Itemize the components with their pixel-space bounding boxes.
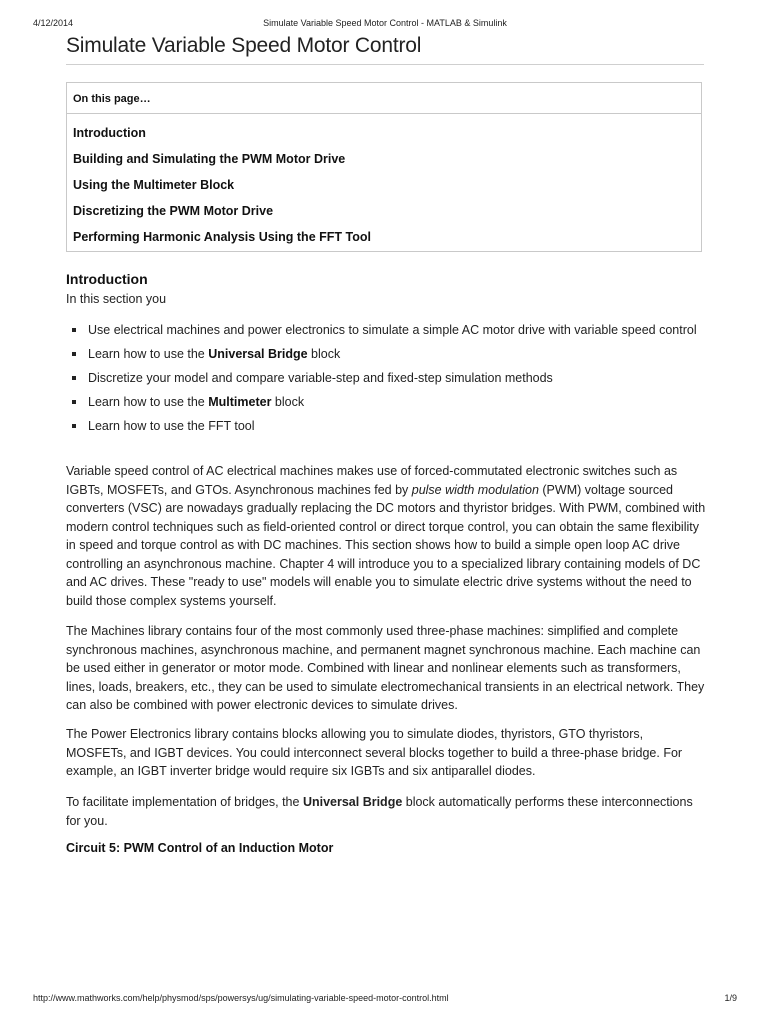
list-item: Learn how to use the FFT tool	[66, 417, 706, 435]
bullet-marker	[72, 376, 76, 380]
circuit-heading: Circuit 5: PWM Control of an Induction Motor	[66, 841, 334, 855]
bullet-marker	[72, 400, 76, 404]
paragraph-variable-speed: Variable speed control of AC electrical machines makes use of forced-commutated electronic switches such as IGBTs, MOSFETs, and GTOs. Asynchronous machines fed by pulse width modulation (PWM) voltage sourced converters (VSC) are nowadays gradually replacing the DC motors and thyristor bridges. With PWM, combined with modern control techniques such as field-oriented control or direct torque control, you can obtain the same flexibility in speed and torque control as with DC machines. This section shows how to build a simple open loop AC drive controlling an asynchronous machine. Chapter 4 will introduce you to a specialized library containing models of DC and AC drives. These "ready to use" models will enable you to simulate electric drive systems without the need to build those complex systems yourself.	[66, 464, 706, 608]
bullet-marker	[72, 424, 76, 428]
print-url: http://www.mathworks.com/help/physmod/sps/powersys/ug/simulating-variable-speed-motor-control.html	[33, 993, 449, 1003]
paragraph-universal-bridge: To facilitate implementation of bridges, the Universal Bridge block automatically performs these interconnections for you.	[66, 795, 693, 828]
page-number: 1/9	[724, 993, 737, 1003]
list-item: Learn how to use the Universal Bridge block	[66, 345, 706, 363]
bold-term: Multimeter	[208, 395, 272, 409]
page-title: Simulate Variable Speed Motor Control	[66, 34, 422, 57]
on-this-page-box	[66, 82, 702, 252]
intro-lead: In this section you	[66, 292, 167, 306]
toc-link-discretizing[interactable]: Discretizing the PWM Motor Drive	[73, 204, 274, 218]
toc-link-introduction[interactable]: Introduction	[73, 126, 146, 140]
section-heading-introduction: Introduction	[66, 271, 148, 287]
toc-link-building-simulating[interactable]: Building and Simulating the PWM Motor Drive	[73, 152, 346, 166]
print-date: 4/12/2014	[33, 18, 74, 28]
title-divider	[66, 64, 704, 65]
bold-term: Universal Bridge	[302, 795, 403, 809]
paragraph-power-electronics: The Power Electronics library contains blocks allowing you to simulate diodes, thyristors, GTO thyristors, MOSFETs, and IGBT devices. You could interconnect several blocks together to build a three-phase bridge. For example, an IGBT inverter bridge would require six IGBTs and six antiparallel diodes.	[66, 727, 683, 778]
bold-term: Universal Bridge	[208, 347, 308, 361]
toc-link-harmonic-analysis[interactable]: Performing Harmonic Analysis Using the FFT Tool	[73, 230, 371, 244]
intro-bullet-list	[66, 321, 706, 441]
toc-heading: On this page…	[67, 83, 701, 114]
list-item: Learn how to use the Multimeter block	[66, 393, 706, 411]
list-item: Use electrical machines and power electronics to simulate a simple AC motor drive with variable speed control	[66, 321, 706, 339]
paragraph-machines-library: The Machines library contains four of the most commonly used three-phase machines: simplified and complete synchronous machines, asynchronous machine, and permanent magnet synchronous machine. Each machine can be used either in generator or motor mode. Combined with linear and nonlinear elements such as transformers, lines, loads, breakers, etc., they can be used to simulate electromechanical transients in an electrical network. They can also be combined with power electronic devices to simulate drives.	[66, 624, 705, 712]
print-page-title: Simulate Variable Speed Motor Control - MATLAB & Simulink	[263, 18, 507, 28]
emphasis-term: pulse width modulation	[411, 482, 539, 497]
bullet-marker	[72, 328, 76, 332]
bullet-marker	[72, 352, 76, 356]
list-item: Discretize your model and compare variable-step and fixed-step simulation methods	[66, 369, 706, 387]
toc-link-multimeter[interactable]: Using the Multimeter Block	[73, 178, 235, 192]
toc-list	[67, 114, 701, 251]
